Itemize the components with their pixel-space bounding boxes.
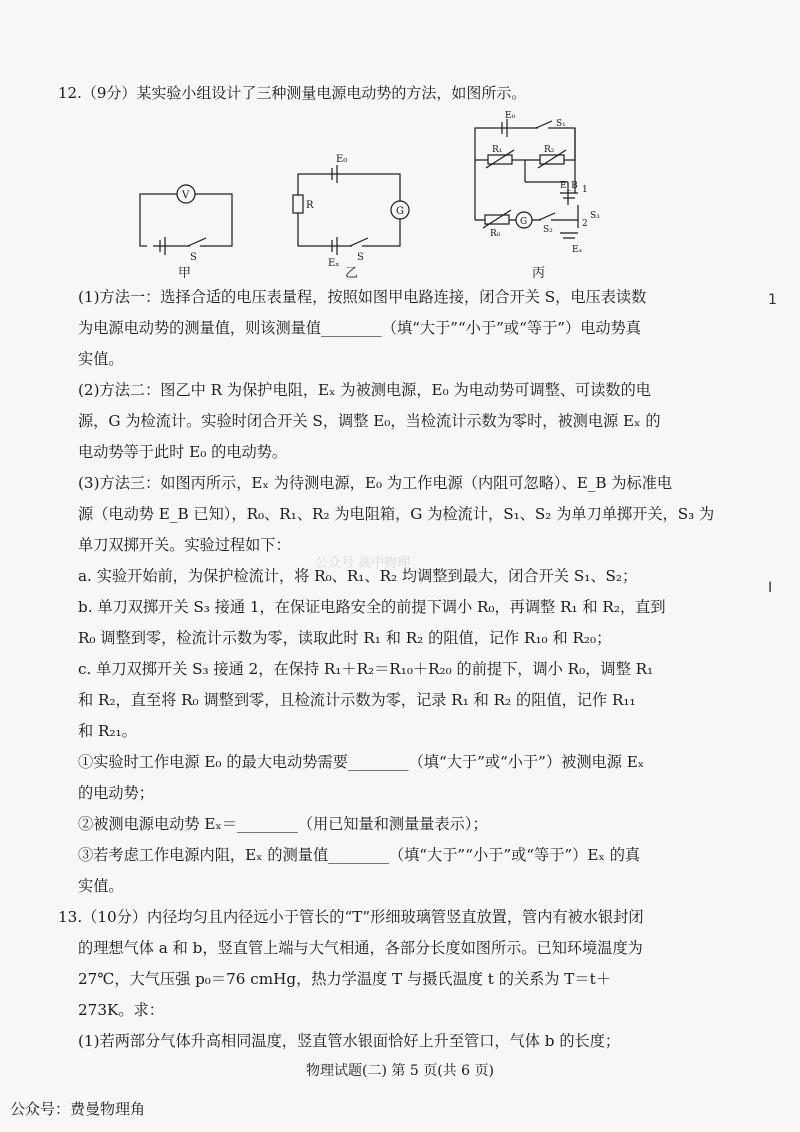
bing-caption: 丙 <box>532 266 546 280</box>
page-footer: 物理试题(二) 第 5 页(共 6 页) <box>306 1063 494 1079</box>
q12-line: 和 R₂，直至将 R₀ 调整到零，且检流计示数为零，记录 R₁ 和 R₂ 的阻值，记作 R₁₁ <box>78 691 636 709</box>
q12-line: a. 实验开始前，为保护检流计，将 R₀、R₁、R₂ 均调整到最大，闭合开关 S₁、S₂； <box>78 567 638 585</box>
q12-line: (1)方法一：选择合适的电压表量程，按照如图甲电路连接，闭合开关 S，电压表读数 <box>78 288 647 306</box>
q12-line: (3)方法三：如图丙所示，Eₓ 为待测电源，E₀ 为工作电源（内阻可忽略）、E_B 为标准电 <box>78 474 673 492</box>
q12-line: 源（电动势 E_B 已知），R₀、R₁、R₂ 为电阻箱，G 为检流计，S₁、S₂ 为单刀单掷开关，S₃ 为 <box>78 505 715 523</box>
q12-line: (2)方法二：图乙中 R 为保护电阻，Eₓ 为被测电源，E₀ 为电动势可调整、可读数的电 <box>78 381 651 399</box>
bing-s1-label: S₁ <box>556 119 566 129</box>
bing-g-label: G <box>520 217 528 227</box>
margin-mark-middle: I <box>768 580 773 596</box>
bing-r0-label: R₀ <box>490 229 501 239</box>
q12-line: 的电动势； <box>78 784 154 802</box>
question-13 <box>58 902 688 1057</box>
bing-contact-1-label: 1 <box>582 185 588 195</box>
bing-s3-label: S₃ <box>590 211 600 221</box>
bing-s2-label: S₂ <box>543 225 553 235</box>
q12-line: ③若考虑工作电源内阻，Eₓ 的测量值________（填“大于”“小于”或“等于”）Eₓ 的真 <box>78 846 641 864</box>
q12-line: 实值。 <box>78 877 124 895</box>
yi-caption: 乙 <box>345 266 359 280</box>
jia-caption: 甲 <box>178 266 192 280</box>
bing-contact-2-label: 2 <box>582 219 588 229</box>
bing-e0-label: E₀ <box>505 111 516 121</box>
circuit-figures <box>0 110 800 280</box>
q13-line: 的理想气体 a 和 b，竖直管上端与大气相通，各部分长度如图所示。已知环境温度为 <box>78 939 643 957</box>
q13-line: (1)若两部分气体升高相同温度，竖直管水银面恰好上升至管口，气体 b 的长度； <box>78 1032 621 1050</box>
yi-r-label: R <box>306 200 314 211</box>
jia-switch-label: S <box>190 252 197 263</box>
question-12-heading: 12.（9分）某实验小组设计了三种测量电源电动势的方法，如图所示。 <box>58 84 527 102</box>
q13-line: 27℃，大气压强 p₀＝76 cmHg，热力学温度 T 与摄氏温度 t 的关系为 T＝t＋ <box>78 970 611 988</box>
q12-line: 电动势等于此时 E₀ 的电动势。 <box>78 443 288 461</box>
q12-line: 单刀双掷开关。实验过程如下： <box>78 536 291 554</box>
q12-line: 和 R₂₁。 <box>78 722 137 740</box>
q12-line: c. 单刀双掷开关 S₃ 接通 2，在保持 R₁＋R₂＝R₁₀＋R₂₀ 的前提下，调小 R₀，调整 R₁ <box>78 660 654 678</box>
q12-line: b. 单刀双掷开关 S₃ 接通 1，在保证电路安全的前提下调小 R₀，再调整 R₁ 和 R₂，直到 <box>78 598 666 616</box>
bing-eb-label: E_B <box>560 181 578 191</box>
signature: 公众号：费曼物理角 <box>10 1100 146 1118</box>
bing-r1-label: R₁ <box>492 145 503 155</box>
yi-s-label: S <box>357 252 364 263</box>
question-12-body <box>78 282 715 902</box>
q12-line: ①实验时工作电源 E₀ 的最大电动势需要________（填“大于”或“小于”）被测电源 Eₓ <box>78 753 645 771</box>
yi-e0-label: E₀ <box>336 154 348 165</box>
q12-line: 实值。 <box>78 350 124 368</box>
watermark: 公众号 高中物理 <box>315 556 411 571</box>
q13-line: 273K。求： <box>78 1001 164 1019</box>
q12-line: 源，G 为检流计。实验时闭合开关 S，调整 E₀，当检流计示数为零时，被测电源 Eₓ 的 <box>78 412 661 430</box>
q12-line: 为电源电动势的测量值，则该测量值________（填“大于”“小于”或“等于”）电动势真 <box>78 319 641 337</box>
jia-voltmeter-label: V <box>182 190 190 201</box>
margin-mark-top: 1 <box>768 292 777 308</box>
bing-ex-label: Eₓ <box>572 245 583 255</box>
bing-r2-label: R₂ <box>544 145 555 155</box>
yi-ex-label: Eₓ <box>328 258 340 269</box>
q12-line: R₀ 调整到零，检流计示数为零，读取此时 R₁ 和 R₂ 的阻值，记作 R₁₀ 和 R₂₀； <box>78 629 612 647</box>
q12-line: ②被测电源电动势 Eₓ＝________（用已知量和测量量表示）； <box>78 815 488 833</box>
q13-line: 13.（10分）内径均匀且内径远小于管长的“T”形细玻璃管竖直放置，管内有被水银封闭 <box>58 908 644 926</box>
yi-g-label: G <box>396 206 404 217</box>
